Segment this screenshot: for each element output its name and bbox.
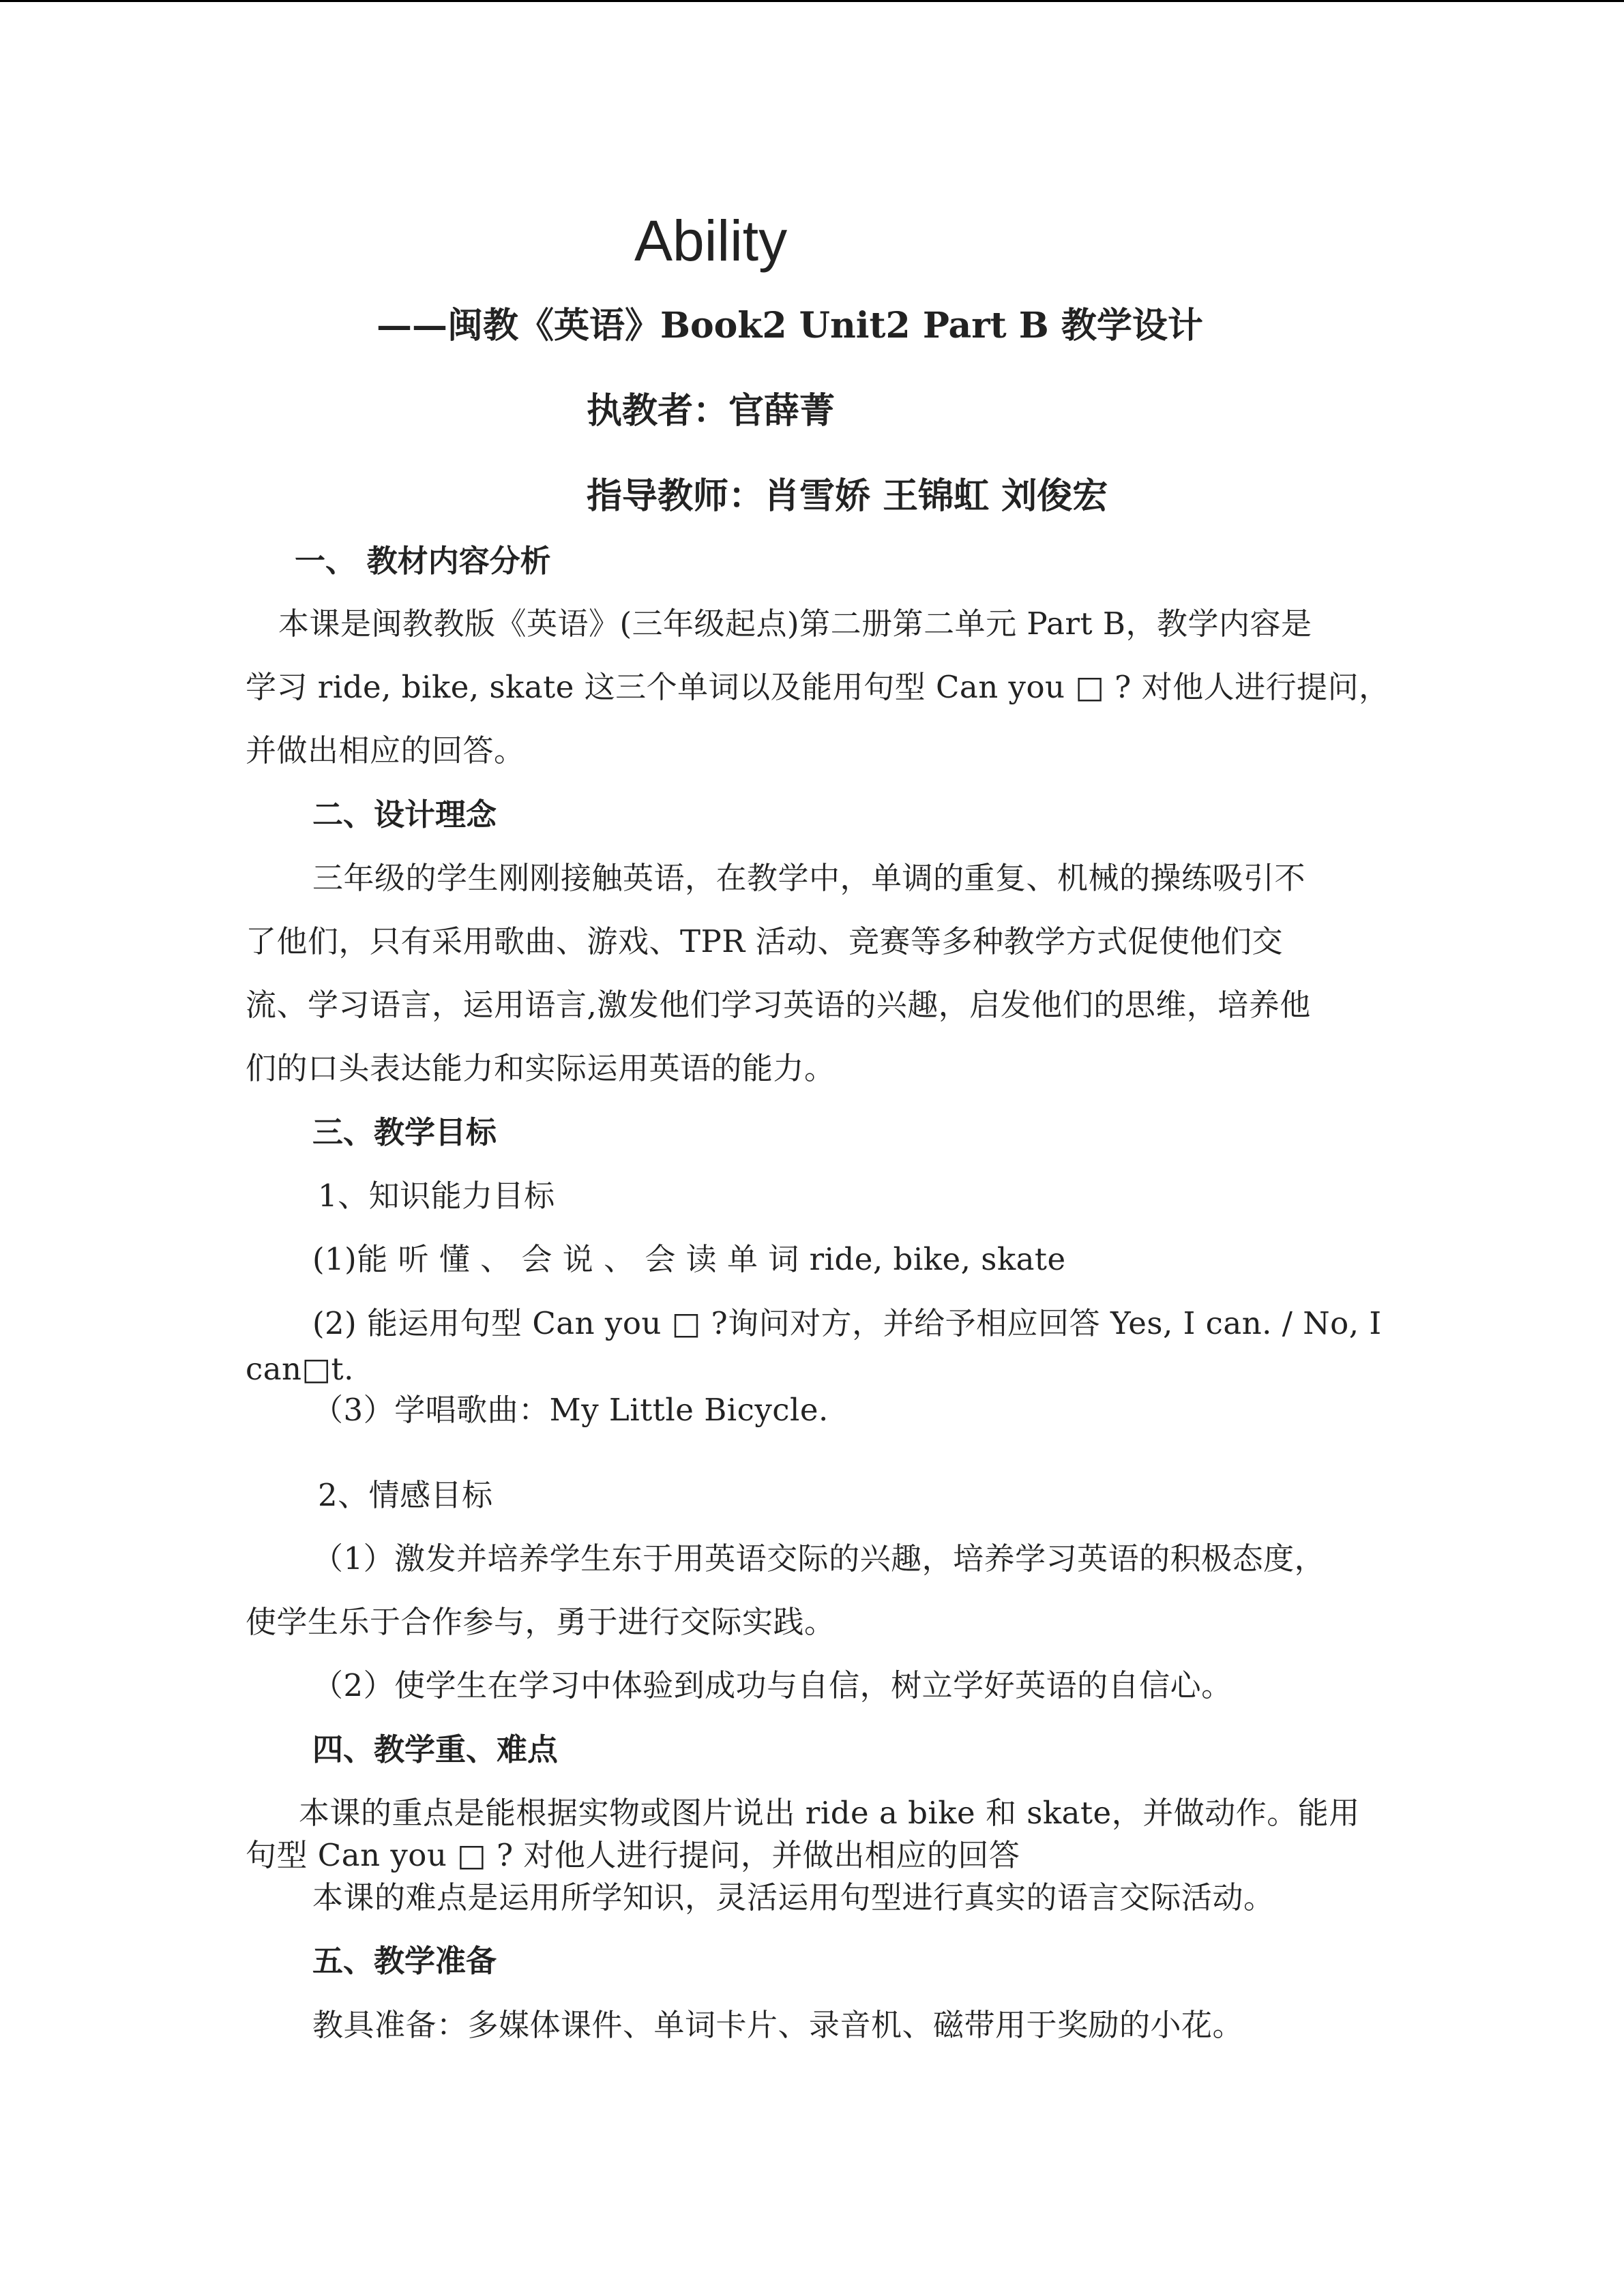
objective-item: (1)能 听 懂 、 会 说 、 会 读 单 词 ride, bike, skate — [312, 1241, 1066, 1277]
section-2-paragraph-line: 流、学习语言，运用语言,激发他们学习英语的兴趣，启发他们的思维，培养他 — [246, 987, 1311, 1023]
section-4-paragraph-line: 本课的重点是能根据实物或图片说出 ride a bike 和 skate，并做动作。能用 — [299, 1795, 1360, 1831]
doc-title: Ability — [634, 209, 788, 273]
section-1-paragraph-line: 学习 ride, bike, skate 这三个单词以及能用句型 Can you □ ? 对他人进行提问， — [246, 669, 1390, 705]
doc-author: 执教者：官薛菁 — [587, 390, 836, 432]
doc-advisors: 指导教师：肖雪娇 王锦虹 刘俊宏 — [587, 475, 1108, 517]
section-2-paragraph-line: 三年级的学生刚刚接触英语，在教学中，单调的重复、机械的操练吸引不 — [312, 860, 1306, 896]
objective-item: （2）使学生在学习中体验到成功与自信，树立学好英语的自信心。 — [312, 1667, 1232, 1703]
section-2-paragraph-line: 们的口头表达能力和实际运用英语的能力。 — [246, 1050, 836, 1086]
section-1-paragraph-line: 本课是闽教教版《英语》(三年级起点)第二册第二单元 Part B，教学内容是 — [278, 606, 1312, 642]
doc-subtitle: ——闽教《英语》Book2 Unit2 Part B 教学设计 — [377, 305, 1203, 346]
section-2-heading: 二、设计理念 — [312, 796, 497, 833]
objective-item-continued: can□t. — [246, 1351, 354, 1387]
objective-item-continued: 使学生乐于合作参与，勇于进行交际实践。 — [246, 1604, 836, 1640]
section-1-paragraph-line: 并做出相应的回答。 — [246, 732, 525, 769]
section-4-paragraph-line: 本课的难点是运用所学知识，灵活运用句型进行真实的语言交际活动。 — [312, 1879, 1275, 1915]
objective-item: （3）学唱歌曲：My Little Bicycle. — [312, 1392, 829, 1428]
section-5-paragraph-line: 教具准备：多媒体课件、单词卡片、录音机、磁带用于奖励的小花。 — [312, 2007, 1244, 2043]
section-2-paragraph-line: 了他们，只有采用歌曲、游戏、TPR 活动、竞赛等多种教学方式促使他们交 — [246, 923, 1283, 959]
section-1-heading: 一、 教材内容分析 — [295, 543, 551, 579]
section-4-paragraph-line: 句型 Can you □ ? 对他人进行提问，并做出相应的回答 — [246, 1837, 1020, 1873]
objective-subheading: 2、情感目标 — [318, 1477, 493, 1513]
section-5-heading: 五、教学准备 — [312, 1943, 497, 1979]
section-3-heading: 三、教学目标 — [312, 1114, 497, 1150]
objective-item: (2) 能运用句型 Can you □ ?询问对方，并给予相应回答 Yes, I can. / No, I — [312, 1305, 1382, 1341]
section-4-heading: 四、教学重、难点 — [312, 1731, 559, 1768]
objective-subheading: 1、知识能力目标 — [318, 1178, 555, 1214]
objective-item: （1）激发并培养学生东于用英语交际的兴趣，培养学习英语的积极态度， — [312, 1540, 1326, 1577]
